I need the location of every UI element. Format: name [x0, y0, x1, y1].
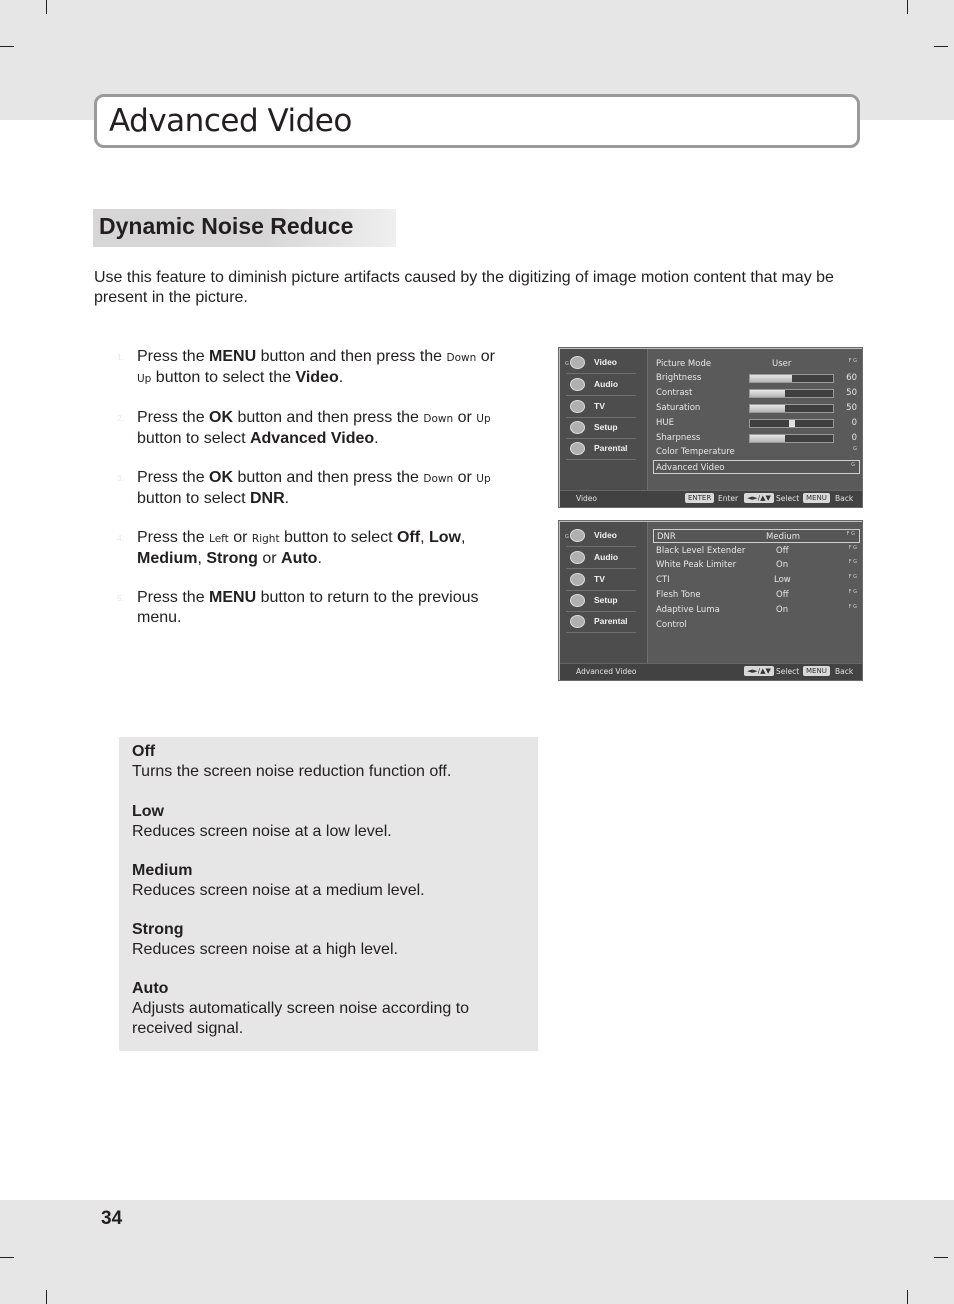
options-description-box [119, 737, 538, 1051]
step-key: Strong [206, 550, 258, 567]
option-desc: Reduces screen noise at a medium level. [132, 882, 425, 899]
osd-row-value: 50 [846, 403, 857, 413]
step-text: or [257, 550, 282, 567]
step-text: Press the [137, 409, 210, 426]
page-number: 34 [101, 1208, 123, 1229]
osd-row-mark: F G [848, 574, 857, 580]
osd-footer-location: Video [576, 494, 598, 503]
step-key-small: Left [209, 533, 229, 545]
osd-menu-setup[interactable] [566, 418, 636, 439]
hue-slider[interactable] [749, 419, 834, 428]
audio-icon [570, 378, 585, 391]
osd-row-brightness[interactable] [656, 371, 861, 385]
osd-footer-hint: Select [776, 667, 800, 676]
osd-row-dnr[interactable] [653, 529, 860, 543]
tv-icon [570, 400, 585, 413]
option-desc: Reduces screen noise at a high level. [132, 941, 398, 958]
tv-icon [570, 573, 585, 586]
step-2 [117, 408, 517, 449]
slider-fill [750, 375, 792, 382]
osd-side-menu [560, 349, 646, 490]
step-1 [117, 347, 517, 389]
osd-menu-audio[interactable] [566, 548, 636, 569]
osd-row-value: Medium [766, 532, 800, 542]
step-text: or [453, 409, 477, 426]
osd-menu-label: Parental [594, 443, 628, 453]
osd-row-value: Low [774, 575, 791, 585]
enter-key-chip: ENTER [685, 493, 714, 503]
step-key: Low [428, 529, 461, 546]
osd-side-menu [560, 522, 646, 663]
osd-row-label: Control [656, 620, 687, 630]
osd-row-label: Contrast [656, 388, 693, 398]
osd-row-label: Flesh Tone [656, 590, 701, 600]
osd-row-label: Saturation [656, 403, 701, 413]
step-text: . [317, 550, 322, 567]
contrast-slider[interactable] [749, 389, 834, 398]
step-key: DNR [249, 490, 285, 507]
osd-row-hue[interactable] [656, 416, 861, 430]
step-key-small: Up [476, 413, 491, 425]
osd-footer-hint: Select [776, 494, 800, 503]
osd-row-label: DNR [657, 532, 676, 542]
step-text: . [284, 490, 290, 507]
osd-menu-label: Video [594, 530, 617, 540]
osd-row-control [656, 618, 861, 632]
option-desc: Reduces screen noise at a low level. [132, 823, 392, 840]
osd-row-cti[interactable] [656, 573, 861, 587]
step-text: . [374, 430, 379, 447]
crop-mark [907, 0, 908, 14]
step-text: Press the [137, 469, 210, 486]
osd-row-value: 0 [851, 418, 857, 428]
osd-row-flesh-tone[interactable] [656, 588, 861, 602]
step-key-small: Right [251, 533, 280, 545]
osd-menu-label: Video [594, 357, 617, 367]
osd-row-value: 60 [846, 373, 857, 383]
step-text: button to return to the previous menu. [137, 589, 479, 626]
osd-menu-tv[interactable] [566, 397, 636, 418]
step-key-small: Down [446, 352, 477, 364]
step-text: button and then press the [233, 469, 424, 486]
osd-menu-label: Audio [594, 379, 619, 389]
osd-menu-audio[interactable] [566, 375, 636, 396]
osd-row-mark: F G [848, 604, 857, 610]
step-key: OK [209, 469, 234, 486]
step-key-small: Down [423, 473, 454, 485]
osd-row-color-temperature[interactable] [656, 445, 861, 459]
osd-row-sharpness[interactable] [656, 431, 861, 445]
setup-icon [570, 594, 585, 607]
bottom-band [0, 1200, 954, 1304]
step-number: 5. [117, 593, 125, 603]
osd-row-value: On [776, 605, 789, 615]
osd-row-mark: F G [848, 545, 857, 551]
step-3 [117, 468, 517, 509]
osd-menu-label: Setup [594, 595, 618, 605]
osd-menu-label: Audio [594, 552, 619, 562]
osd-footer [560, 490, 862, 507]
step-5 [117, 588, 517, 628]
arrow-keys-icon: ◄►/▲▼ [744, 666, 774, 676]
menu-key-chip: MENU [803, 666, 830, 676]
step-key: OK [209, 409, 234, 426]
osd-row-label: Brightness [656, 373, 702, 383]
osd-menu-parental[interactable] [566, 439, 636, 460]
osd-footer-hint: Enter [718, 494, 739, 503]
option-auto [132, 979, 492, 1039]
osd-row-label: Advanced Video [656, 463, 725, 473]
section-heading-bar [93, 209, 396, 247]
osd-row-value: On [776, 560, 789, 570]
crop-mark [934, 1257, 948, 1258]
osd-row-value: Off [776, 590, 789, 600]
step-key: Off [396, 529, 421, 546]
step-key-small: Up [476, 473, 491, 485]
step-text: . [338, 369, 344, 386]
option-strong [132, 920, 527, 960]
steps-list [117, 347, 517, 647]
crop-mark [0, 46, 14, 47]
step-text: Press the [137, 529, 210, 546]
osd-row-label: CTI [656, 575, 670, 585]
osd-row-mark: F G [846, 531, 855, 537]
sharpness-slider[interactable] [749, 434, 834, 443]
step-text: button and then press the [256, 348, 447, 365]
osd-row-saturation[interactable] [656, 401, 861, 415]
osd-screen-video [559, 348, 862, 507]
osd-menu-setup[interactable] [566, 591, 636, 612]
crop-mark [0, 1257, 14, 1258]
option-term: Off [132, 743, 156, 760]
step-text: or [228, 529, 252, 546]
osd-row-white-peak-limiter[interactable] [656, 558, 861, 572]
slider-fill [750, 405, 785, 412]
osd-row-advanced-video[interactable] [653, 460, 860, 474]
osd-row-black-level-extender[interactable] [656, 544, 861, 558]
step-key: Auto [281, 550, 318, 567]
osd-video-options [647, 349, 862, 490]
parental-icon [570, 615, 585, 628]
osd-row-label: Black Level Extender [656, 546, 746, 556]
osd-footer-hint: Back [835, 667, 854, 676]
option-term: Low [132, 803, 164, 820]
crop-mark [46, 0, 47, 14]
crop-mark [934, 46, 948, 47]
step-key: Advanced Video [249, 430, 375, 447]
page-title: Advanced Video [109, 103, 352, 139]
osd-row-mark: G [853, 446, 857, 452]
step-key-small: Down [423, 413, 454, 425]
option-term: Medium [132, 862, 193, 879]
intro-paragraph: Use this feature to diminish picture artifacts caused by the digitizing of image motion content that may be present in the picture. [94, 269, 834, 306]
step-text: button to select [137, 430, 250, 447]
osd-row-picture-mode[interactable] [656, 357, 861, 371]
video-icon [570, 356, 585, 369]
osd-row-label: Picture Mode [656, 359, 712, 369]
osd-g-mark: G [565, 361, 569, 367]
osd-menu-tv[interactable] [566, 570, 636, 591]
option-off [132, 742, 527, 782]
option-medium [132, 861, 527, 901]
step-number: 4. [117, 533, 125, 543]
step-text: button to select the [151, 369, 296, 386]
brightness-slider[interactable] [749, 374, 834, 383]
osd-footer [560, 663, 862, 680]
step-text: button to select [279, 529, 397, 546]
slider-fill [750, 390, 785, 397]
osd-menu-label: TV [594, 574, 605, 584]
option-desc: Turns the screen noise reduction function off. [132, 763, 452, 780]
step-text: , [460, 529, 466, 546]
osd-menu-video[interactable] [566, 353, 636, 374]
osd-g-mark: G [565, 534, 569, 540]
osd-row-label: Adaptive Luma [656, 605, 720, 615]
audio-icon [570, 551, 585, 564]
option-desc: Adjusts automatically screen noise according to received signal. [132, 1000, 470, 1037]
saturation-slider[interactable] [749, 404, 834, 413]
parental-icon [570, 442, 585, 455]
step-key-small: Up [137, 373, 152, 385]
osd-row-mark: F G [848, 559, 857, 565]
osd-menu-video[interactable] [566, 526, 636, 547]
step-4 [117, 528, 517, 569]
osd-row-mark: F G [848, 358, 857, 364]
step-key: Medium [137, 550, 198, 567]
osd-menu-label: TV [594, 401, 605, 411]
step-text: Press the [137, 348, 210, 365]
osd-row-label: HUE [656, 418, 674, 428]
osd-row-label: Color Temperature [656, 447, 735, 457]
osd-row-value: 50 [846, 388, 857, 398]
osd-row-label: White Peak Limiter [656, 560, 737, 570]
osd-row-value: User [772, 359, 792, 369]
setup-icon [570, 421, 585, 434]
step-key: Video [295, 369, 339, 386]
title-box [94, 94, 860, 148]
step-key: MENU [209, 589, 257, 606]
step-text: , [197, 550, 207, 567]
osd-menu-label: Parental [594, 616, 628, 626]
step-number: 2. [117, 413, 125, 423]
crop-mark [907, 1290, 908, 1304]
step-text: or [453, 469, 477, 486]
osd-advanced-video-options [647, 522, 862, 663]
osd-screen-advanced-video [559, 521, 862, 680]
step-text: , [420, 529, 429, 546]
slider-knob[interactable] [789, 420, 795, 427]
step-text: or [476, 348, 495, 365]
option-term: Auto [132, 980, 169, 997]
osd-row-mark: G [851, 462, 855, 468]
arrow-keys-icon: ◄►/▲▼ [744, 493, 774, 503]
osd-row-adaptive-luma[interactable] [656, 603, 861, 617]
step-text: button to select [137, 490, 250, 507]
crop-mark [46, 1290, 47, 1304]
option-low [132, 802, 527, 842]
step-text: Press the [137, 589, 210, 606]
step-text: button and then press the [233, 409, 424, 426]
osd-footer-location: Advanced Video [576, 667, 637, 676]
slider-fill [750, 435, 785, 442]
step-number: 1. [117, 352, 125, 362]
osd-row-value: 0 [851, 433, 857, 443]
section-heading: Dynamic Noise Reduce [99, 213, 354, 239]
osd-footer-hint: Back [835, 494, 854, 503]
osd-row-contrast[interactable] [656, 386, 861, 400]
option-term: Strong [132, 921, 184, 938]
osd-menu-parental[interactable] [566, 612, 636, 633]
osd-row-mark: F G [848, 589, 857, 595]
step-number: 3. [117, 473, 125, 483]
step-key: MENU [209, 348, 257, 365]
osd-row-value: Off [776, 546, 789, 556]
menu-key-chip: MENU [803, 493, 830, 503]
osd-menu-label: Setup [594, 422, 618, 432]
osd-row-label: Sharpness [656, 433, 701, 443]
video-icon [570, 529, 585, 542]
